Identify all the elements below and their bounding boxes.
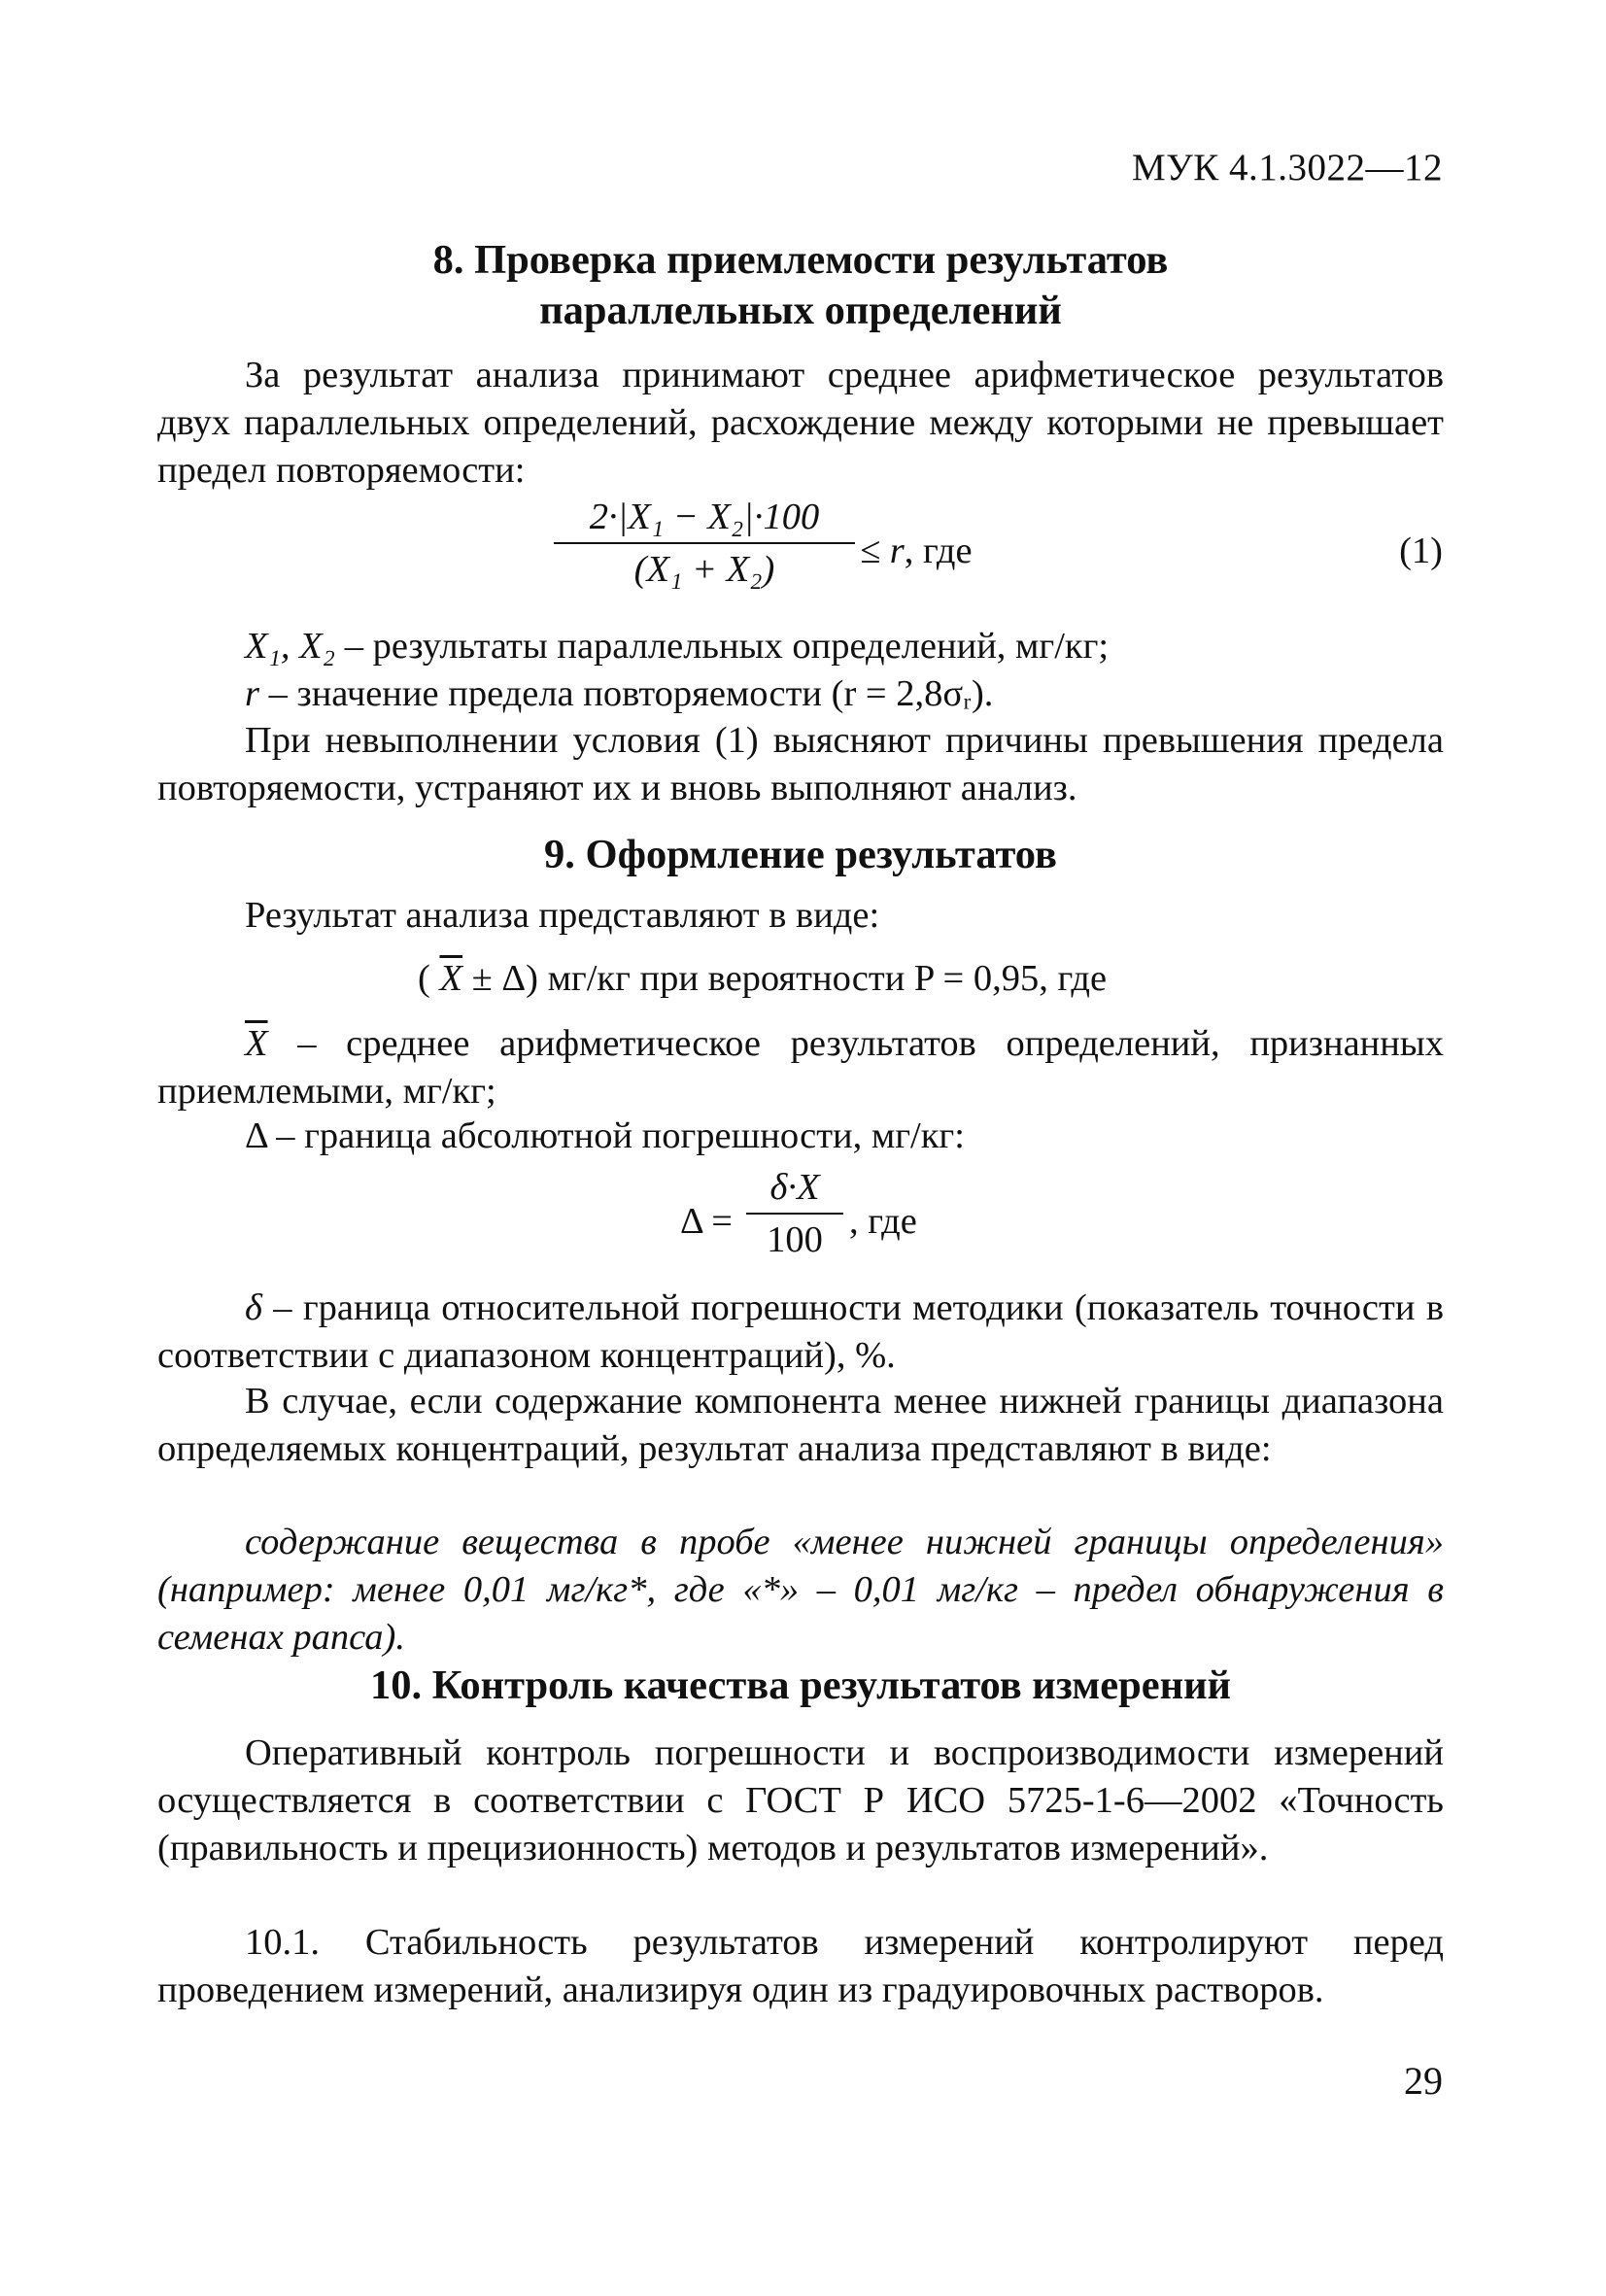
section-8-intro: За результат анализа принимают среднее арифметическое результатов двух параллельных определений, расхождение между которыми не превышает предел повторяемости: bbox=[157, 355, 1444, 491]
section-10-text: Оперативный контроль погрешности и воспроизводимости измерений осуществляется в соответствии с ГОСТ Р ИСО 5725-1-6—2002 «Точность (правильность и прецизионность) методов и результатов измерений». bbox=[157, 1732, 1444, 1868]
section-8-failure-text: При невыполнении условия (1) выясняют причины превышения предела повторяемости, устраняют их и вновь выполняют анализ. bbox=[157, 720, 1444, 808]
definition-xbar-text: – среднее арифметическое результатов определений, признанных приемлемыми, мг/кг; bbox=[157, 1023, 1444, 1112]
definition-x-symbol: X₁, X₂ bbox=[245, 626, 336, 667]
definition-xbar-symbol: $\overline{X}$ bbox=[245, 1023, 268, 1064]
section-8-title-line2: параллельных определений bbox=[539, 288, 1062, 333]
delta-formula-lhs: Δ = bbox=[680, 1201, 733, 1242]
section-10-1-text: 10.1. Стабильность результатов измерений контролируют перед проведением измерений, анализируя один из градуировочных растворов. bbox=[157, 1922, 1444, 2010]
formula-suffix: , где bbox=[904, 531, 973, 571]
result-form bbox=[418, 957, 1107, 1000]
formula-number: (1) bbox=[1399, 531, 1443, 571]
delta-formula-numerator: δ·X bbox=[769, 1167, 820, 1208]
definition-delta-symbol: δ bbox=[245, 1287, 262, 1328]
formula-relation bbox=[860, 530, 973, 572]
definition-delta-relative bbox=[157, 1285, 1444, 1380]
definition-delta-text: – граница относительной погрешности методики (показатель точности в соответствии с диапазоном концентраций), %. bbox=[157, 1287, 1444, 1376]
below-range-text: В случае, если содержание компонента менее нижней границы диапазона определяемых концентраций, результат анализа представляют в виде: bbox=[157, 1381, 1444, 1469]
definition-delta: Δ – граница абсолютной погрешности, мг/кг: bbox=[245, 1115, 965, 1156]
definition-r-text: – значение предела повторяемости (r = 2,8σᵣ). bbox=[258, 673, 994, 714]
formula-relation-text: ≤ r bbox=[860, 531, 905, 571]
formula-denominator: (X₁ + X₂) bbox=[633, 549, 775, 590]
section-9-intro: Результат анализа представляют в виде: bbox=[245, 895, 880, 936]
fraction-bar bbox=[554, 542, 855, 544]
delta-fraction-bar bbox=[746, 1213, 843, 1215]
document-code: МУК 4.1.3022—12 bbox=[1131, 147, 1443, 188]
result-form-xbar: $\overline{X}$ bbox=[439, 958, 462, 999]
section-8-title-line1: 8. Проверка приемлемости результатов bbox=[432, 237, 1169, 283]
definition-r bbox=[245, 672, 993, 715]
page-number: 29 bbox=[1404, 2059, 1443, 2103]
definition-x-text: – результаты параллельных определений, мг/кг; bbox=[335, 626, 1110, 667]
result-form-pre: ( bbox=[418, 958, 440, 999]
below-range-example: содержание вещества в пробе «менее нижней границы определения» (например: менее 0,01 мг/кг*, где «*» – 0,01 мг/кг – предел обнаружения в семенах рапса). bbox=[157, 1522, 1444, 1658]
repeatability-formula-fraction bbox=[554, 496, 855, 591]
section-9-title: 9. Оформление результатов bbox=[544, 832, 1057, 877]
delta-formula-denominator: 100 bbox=[767, 1219, 823, 1260]
delta-formula-fraction bbox=[746, 1166, 843, 1261]
definition-x1-x2 bbox=[245, 625, 1109, 668]
formula-numerator: 2·|X₁ − X₂|·100 bbox=[589, 497, 820, 537]
delta-formula-suffix: , где bbox=[849, 1201, 917, 1242]
definition-xbar bbox=[157, 1020, 1444, 1115]
section-10-title: 10. Контроль качества результатов измерений bbox=[369, 1662, 1232, 1708]
result-form-post: ± Δ) мг/кг при вероятности P = 0,95, где bbox=[461, 958, 1108, 999]
definition-r-symbol: r bbox=[245, 673, 259, 714]
